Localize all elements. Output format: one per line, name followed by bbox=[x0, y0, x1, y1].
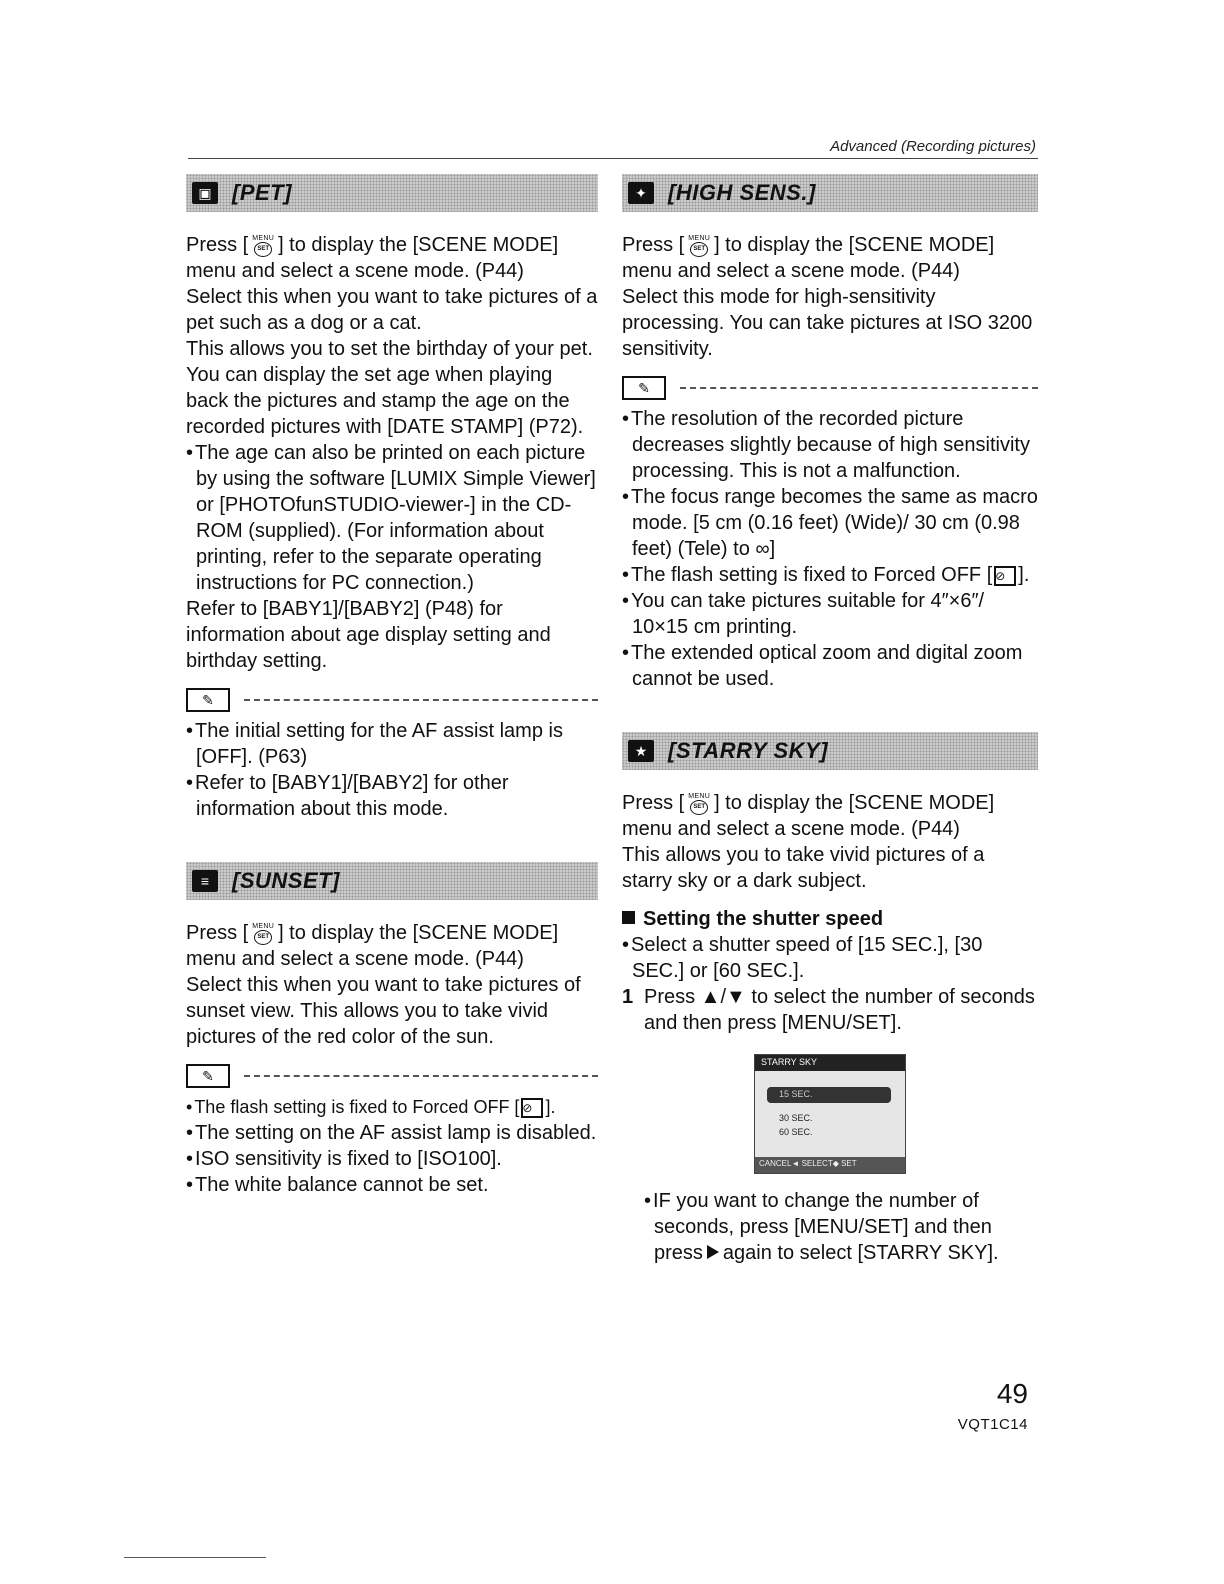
step-text: Press ▲/▼ to select the number of seconds and then press [MENU/SET]. bbox=[644, 986, 1035, 1034]
sunset-note-item: • ISO sensitivity is fixed to [ISO100]. bbox=[186, 1146, 598, 1172]
right-column bbox=[622, 174, 1038, 1266]
starry-press-instruction: Press [ MENU SET ] to display the [SCENE MODE] menu and select a scene mode. (P44) bbox=[622, 792, 995, 840]
pet-print-bullet: • The age can also be printed on each picture by using the software [LUMIX Simple Viewer] or [PHOTOfunSTUDIO-viewer-] in the CD-ROM (supplied). (For information about printing, refer to the separate operating instructions for PC connection.) bbox=[186, 440, 598, 596]
sunset-press-instruction: Press [ MENU SET ] to display the [SCENE MODE] menu and select a scene mode. (P44) bbox=[186, 922, 559, 970]
pet-scene-icon: ▣ bbox=[192, 182, 218, 204]
right-arrow-icon bbox=[707, 1245, 719, 1259]
high-sens-description: Select this mode for high-sensitivity processing. You can take pictures at ISO 3200 sensitivity. bbox=[622, 286, 1033, 360]
sunset-description: Select this when you want to take pictures of sunset view. This allows you to take vivid pictures of the red color of the sun. bbox=[186, 974, 581, 1048]
high-sens-note-item: • You can take pictures suitable for 4″×6″/ 10×15 cm printing. bbox=[622, 588, 1038, 640]
high-sens-note-item: • The resolution of the recorded picture decreases slightly because of high sensitivity processing. This is not a malfunction. bbox=[622, 406, 1038, 484]
starry-sky-scene-icon: ★ bbox=[628, 740, 654, 762]
sunset-flash-note: • The flash setting is fixed to Forced OFF [ ⊘ ]. bbox=[186, 1094, 598, 1120]
starry-after-list bbox=[622, 1188, 1038, 1266]
pet-section-title: [PET] bbox=[232, 180, 292, 205]
pet-birthday-text: This allows you to set the birthday of your pet. bbox=[186, 338, 593, 360]
pet-print-list bbox=[186, 440, 598, 596]
lcd-title: STARRY SKY bbox=[755, 1055, 905, 1071]
sunset-scene-icon: ≡ bbox=[192, 870, 218, 892]
high-sens-note-item: • The focus range becomes the same as macro mode. [5 cm (0.16 feet) (Wide)/ 30 cm (0.98 feet) (Tele) to ∞] bbox=[622, 484, 1038, 562]
note-icon: ✎ bbox=[186, 688, 230, 712]
flash-off-icon: ⊘ bbox=[521, 1098, 543, 1118]
high-sens-press-instruction: Press [ MENU SET ] to display the [SCENE MODE] menu and select a scene mode. (P44) bbox=[622, 234, 995, 282]
shutter-speed-list bbox=[622, 932, 1038, 984]
lcd-option: 30 SEC. bbox=[779, 1113, 813, 1123]
square-bullet-icon bbox=[622, 911, 635, 924]
starry-description: This allows you to take vivid pictures of a starry sky or a dark subject. bbox=[622, 844, 985, 892]
sunset-note-item: • The setting on the AF assist lamp is disabled. bbox=[186, 1120, 598, 1146]
sunset-notes bbox=[186, 1094, 598, 1198]
sunset-section-header bbox=[186, 862, 598, 900]
footer-link-rule bbox=[124, 1557, 266, 1558]
lcd-option: 60 SEC. bbox=[779, 1127, 813, 1137]
pet-notes bbox=[186, 718, 598, 822]
high-sens-section-title: [HIGH SENS.] bbox=[668, 180, 816, 205]
header-rule bbox=[188, 158, 1038, 159]
menu-set-icon: MENU SET bbox=[688, 235, 710, 257]
pet-age-display-text: You can display the set age when playing back the pictures and stamp the age on the recorded pictures with [DATE STAMP] (P72). bbox=[186, 364, 584, 438]
starry-sky-section-header bbox=[622, 732, 1038, 770]
high-sens-note-divider bbox=[622, 374, 1038, 402]
menu-set-icon: MENU SET bbox=[252, 235, 274, 257]
pet-note-item: • Refer to [BABY1]/[BABY2] for other information about this mode. bbox=[186, 770, 598, 822]
running-header: Advanced (Recording pictures) bbox=[830, 138, 1036, 155]
shutter-speed-bullet: • Select a shutter speed of [15 SEC.], [30 SEC.] or [60 SEC.]. bbox=[622, 932, 1038, 984]
shutter-speed-subhead: Setting the shutter speed bbox=[622, 906, 1038, 932]
menu-set-icon: MENU SET bbox=[688, 793, 710, 815]
high-sens-scene-icon: ✦ bbox=[628, 182, 654, 204]
page-number: 49 bbox=[996, 1378, 1028, 1409]
document-code: VQT1C14 bbox=[957, 1416, 1028, 1433]
menu-set-icon: MENU SET bbox=[252, 923, 274, 945]
high-sens-notes bbox=[622, 406, 1038, 692]
sunset-section-title: [SUNSET] bbox=[232, 868, 340, 893]
pet-section-header bbox=[186, 174, 598, 212]
note-icon: ✎ bbox=[622, 376, 666, 400]
sunset-note-item: • The white balance cannot be set. bbox=[186, 1172, 598, 1198]
pet-press-instruction: Press [ MENU SET ] to display the [SCENE MODE] menu and select a scene mode. (P44) bbox=[186, 234, 559, 282]
lcd-footer: CANCEL◄ SELECT◆ SET bbox=[755, 1157, 905, 1173]
pet-note-item: • The initial setting for the AF assist lamp is [OFF]. (P63) bbox=[186, 718, 598, 770]
lcd-selected-option: 15 SEC. bbox=[767, 1087, 891, 1103]
step-1 bbox=[622, 984, 1038, 1036]
starry-after-note: • IF you want to change the number of seconds, press [MENU/SET] and then press again to select [STARRY SKY]. bbox=[644, 1188, 1038, 1266]
flash-off-icon: ⊘ bbox=[994, 566, 1016, 586]
high-sens-section-header bbox=[622, 174, 1038, 212]
starry-sky-section-title: [STARRY SKY] bbox=[668, 738, 829, 763]
high-sens-note-item: • The extended optical zoom and digital zoom cannot be used. bbox=[622, 640, 1038, 692]
pet-description: Select this when you want to take pictures of a pet such as a dog or a cat. bbox=[186, 286, 598, 334]
pet-refer-text: Refer to [BABY1]/[BABY2] (P48) for information about age display setting and birthday setting. bbox=[186, 598, 551, 672]
left-column bbox=[186, 174, 598, 1198]
high-sens-flash-note: • The flash setting is fixed to Forced OFF [ ⊘ ]. bbox=[622, 562, 1038, 588]
sunset-note-divider bbox=[186, 1062, 598, 1090]
note-icon: ✎ bbox=[186, 1064, 230, 1088]
step-number: 1 bbox=[622, 986, 634, 1008]
camera-lcd-screen bbox=[754, 1054, 906, 1174]
pet-note-divider bbox=[186, 686, 598, 714]
